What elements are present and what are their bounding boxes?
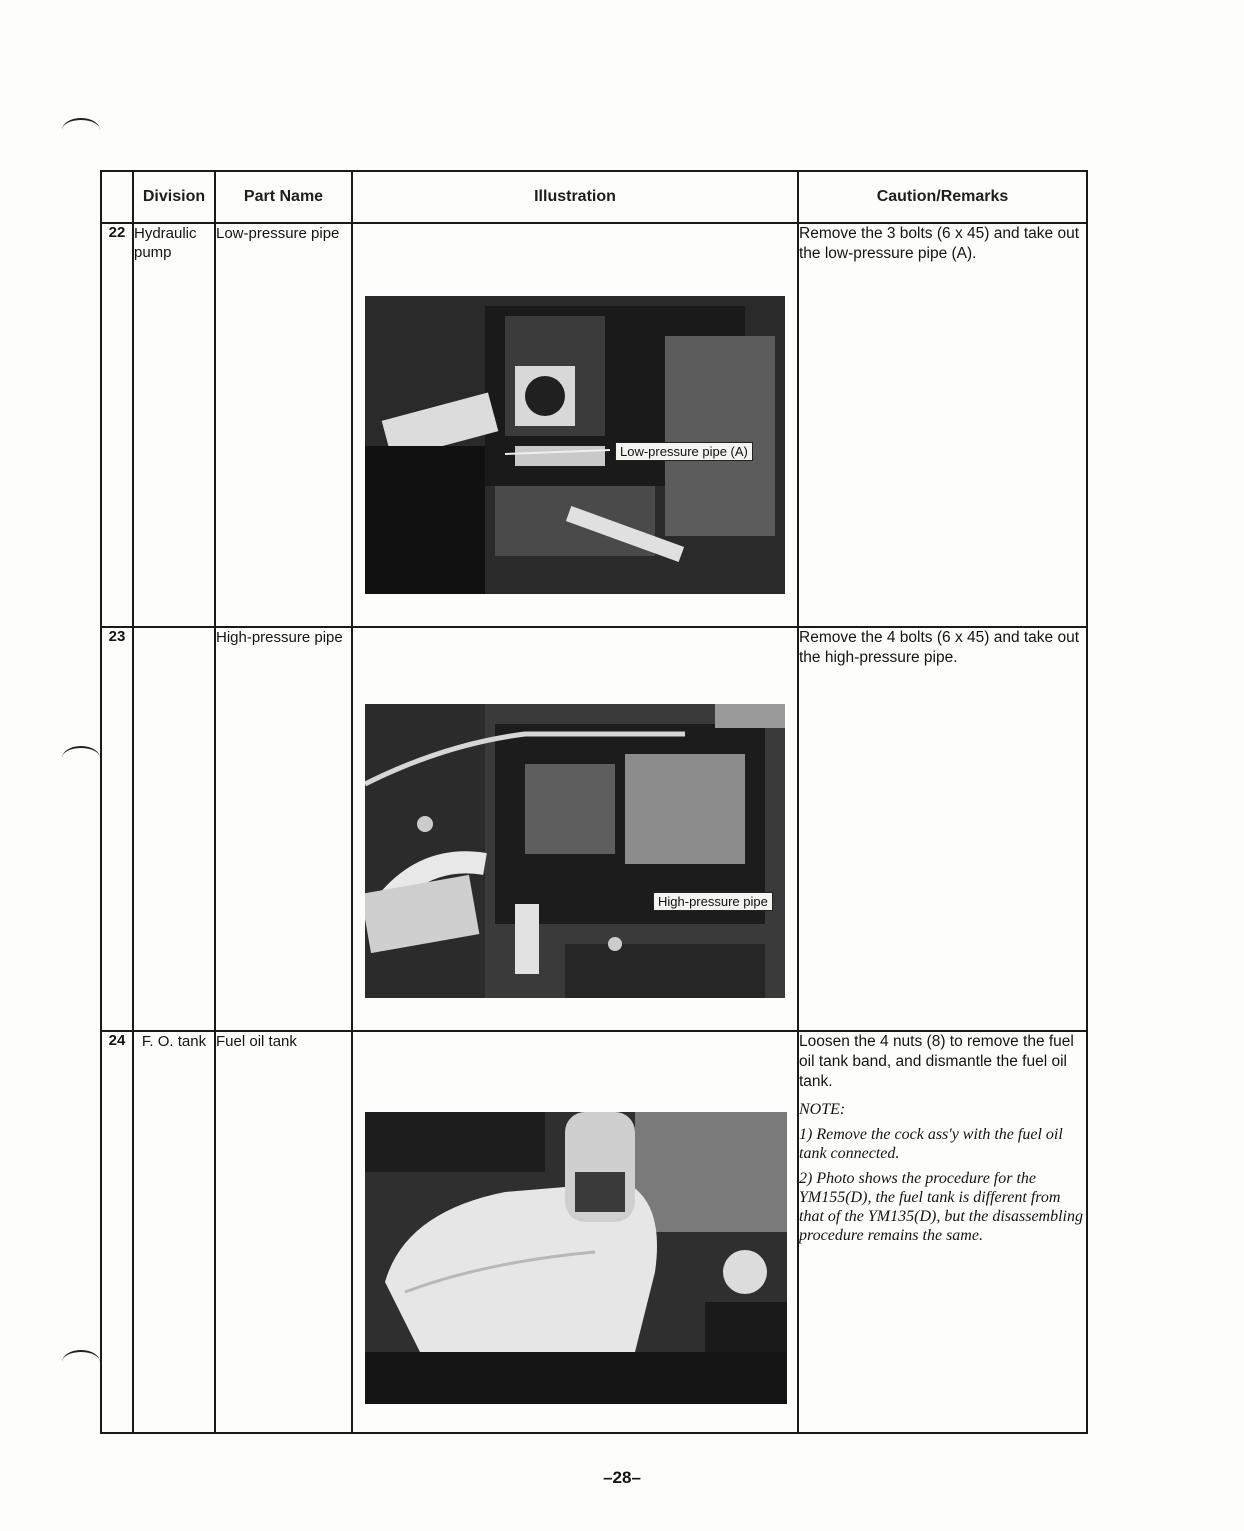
remarks-cell: [798, 223, 1087, 627]
remark-text: Remove the 3 bolts (6 x 45) and take out the low-pressure pipe (A).: [799, 225, 1080, 262]
remarks-cell: [798, 627, 1087, 1031]
binder-hole-mark: [62, 746, 100, 770]
photo-fuel-oil-tank: [365, 1112, 787, 1404]
binder-hole-mark: [62, 1350, 100, 1374]
header-division: Division: [133, 171, 215, 223]
row-number: 24: [101, 1031, 133, 1433]
callout-label: Low-pressure pipe (A): [615, 442, 753, 461]
header-no: [101, 171, 133, 223]
row-number: 22: [101, 223, 133, 627]
part-name-cell: Low-pressure pipe: [215, 223, 352, 627]
header-part-name: Part Name: [215, 171, 352, 223]
table-header-row: [101, 171, 1087, 223]
disassembly-table: [100, 170, 1088, 1434]
illustration-cell: [352, 223, 798, 627]
illustration-cell: [352, 1031, 798, 1433]
remark-text: Remove the 4 bolts (6 x 45) and take out the high-pressure pipe.: [799, 629, 1080, 666]
table-row: [101, 627, 1087, 1031]
table-row: [101, 1031, 1087, 1433]
header-caution-remarks: Caution/Remarks: [798, 171, 1087, 223]
page-number: –28–: [603, 1468, 641, 1487]
row-number: 23: [101, 627, 133, 1031]
remark-text: Loosen the 4 nuts (8) to remove the fuel oil tank band, and dismantle the fuel oil tank.: [799, 1033, 1074, 1090]
photo-high-pressure-pipe: [365, 704, 785, 998]
table-row: [101, 223, 1087, 627]
part-name-cell: Fuel oil tank: [215, 1031, 352, 1433]
disassembly-table-container: [100, 170, 1086, 1428]
division-cell: Hydraulic pump: [133, 223, 215, 627]
callout-label: High-pressure pipe: [653, 892, 773, 911]
header-illustration: Illustration: [352, 171, 798, 223]
division-cell: F. O. tank: [133, 1031, 215, 1433]
division-cell: [133, 627, 215, 1031]
remarks-cell: [798, 1031, 1087, 1433]
part-name-cell: High-pressure pipe: [215, 627, 352, 1031]
illustration-cell: [352, 627, 798, 1031]
note-heading: NOTE:: [799, 1101, 846, 1118]
binder-hole-mark: [62, 118, 100, 142]
note-item: 1) Remove the cock ass'y with the fuel oil tank connected.: [799, 1126, 1063, 1162]
note-item: 2) Photo shows the procedure for the YM155(D), the fuel tank is different from that of the YM135(D), but the disassembling procedure remains the same.: [799, 1170, 1083, 1244]
